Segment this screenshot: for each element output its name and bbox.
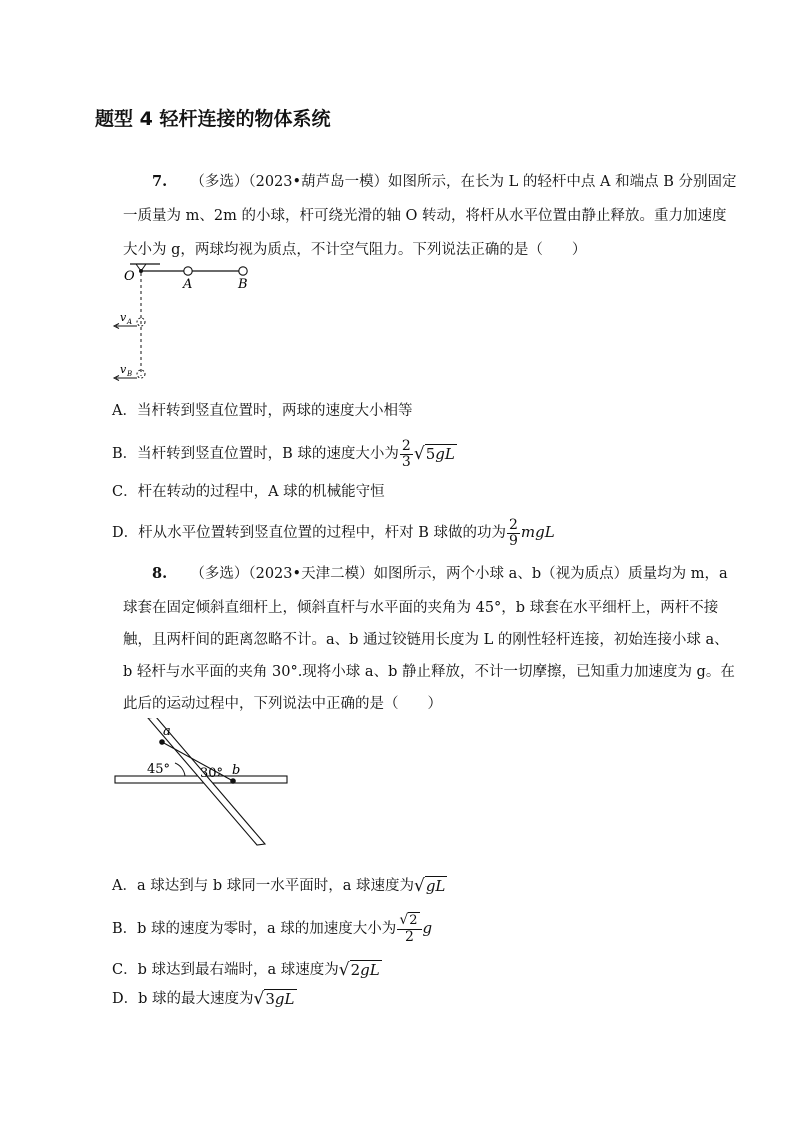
q8-option-d — [112, 986, 297, 1012]
q7-ball-B — [239, 267, 247, 275]
q8-figure — [112, 718, 292, 853]
q8-stem-line3: 触，且两杆间的距离忽略不计。a、b 通过铰链用长度为 L 的刚性轻杆连接，初始连接小球 a、 — [123, 632, 729, 648]
q7-option-a: A．当杆转到竖直位置时，两球的速度大小相等 — [112, 403, 413, 419]
q7-option-d-expr: mgL — [520, 523, 555, 541]
q7-option-b-fraction — [400, 439, 413, 470]
q8-option-a-text: A．a 球达到与 b 球同一水平面时，a 球速度为 — [112, 878, 414, 894]
q7-pivot-O — [139, 269, 143, 273]
q7-option-d-text: D．杆从水平位置转到竖直位置的过程中，杆对 B 球做的功为 — [112, 525, 506, 541]
q8-option-c-rad-num: 2 — [350, 961, 361, 979]
section-title: 题型 4 轻杆连接的物体系统 — [95, 108, 331, 130]
q8-option-b-var: g — [422, 919, 433, 937]
q7-stem-line3: 大小为 g，两球均视为质点，不计空气阻力。下列说法正确的是（ ） — [123, 242, 587, 258]
q7-ball-A — [184, 267, 192, 275]
q7-label-O: O — [124, 269, 135, 284]
q7-stem-line2: 一质量为 m、2m 的小球，杆可绕光滑的轴 O 转动，将杆从水平位置由静止释放。重力加速度 — [123, 208, 727, 224]
q7-label-A: A — [183, 277, 193, 292]
q8-stem-line2: 球套在固定倾斜直细杆上，倾斜直杆与水平面的夹角为 45°，b 球套在水平细杆上，两杆不接 — [123, 600, 719, 616]
q8-option-d-sqrt: √3gL — [253, 989, 295, 1009]
q7-label-vA: v — [120, 311, 127, 324]
q7-figure — [110, 258, 280, 388]
q8-angle-45-arc — [175, 763, 185, 776]
q7-label-vA-sub: A — [127, 318, 133, 326]
q8-option-b-den: 2 — [404, 928, 414, 945]
q7-number: 7. — [152, 173, 168, 190]
q8-first-line — [152, 564, 728, 584]
q8-option-d-text: D．b 球的最大速度为 — [112, 991, 254, 1007]
q7-label-B: B — [238, 277, 248, 292]
q8-option-b-num: √2 — [397, 913, 421, 930]
q7-option-b-rad-var: gL — [435, 445, 455, 463]
q8-label-45: 45° — [147, 762, 171, 777]
q8-number: 8. — [152, 565, 168, 582]
q8-option-c-text: C．b 球达到最右端时，a 球速度为 — [112, 962, 339, 978]
q7-first-line — [152, 172, 736, 192]
q8-option-a — [112, 872, 447, 900]
q8-option-d-rad-var: gL — [274, 990, 295, 1008]
q8-option-c-rad-var: gL — [360, 961, 380, 979]
q8-option-b-fraction — [397, 913, 421, 945]
q8-ball-b — [230, 778, 236, 784]
q8-option-a-sqrt: √gL — [413, 876, 446, 896]
q7-option-d-den: 9 — [509, 532, 518, 549]
q8-option-c-sqrt: √2gL — [338, 960, 380, 980]
q7-stem-line1: （多选）（2023•葫芦岛一模）如图所示，在长为 L 的轻杆中点 A 和端点 B 分别固定 — [190, 174, 737, 190]
q8-option-b-text: B．b 球的速度为零时，a 球的加速度大小为 — [112, 921, 397, 937]
q7-option-b-sqrt: √5gL — [413, 444, 455, 464]
q8-stem-line5: 此后的运动过程中，下列说法中正确的是（ ） — [123, 696, 442, 712]
q7-option-b — [112, 436, 457, 472]
q7-option-d-fraction — [507, 518, 520, 549]
q8-stem-line4: b 轻杆与水平面的夹角 30°.现将小球 a、b 静止释放，不计一切摩擦，已知重力加速度为 g。在 — [123, 664, 735, 680]
q8-option-b-num-rad: 2 — [409, 913, 418, 929]
q8-option-b — [112, 908, 432, 949]
q7-option-b-den: 3 — [401, 453, 411, 470]
q8-option-c — [112, 957, 382, 983]
q8-label-30: 30° — [200, 766, 224, 781]
q7-option-b-rad: 5 — [425, 445, 436, 463]
q8-label-a: a — [163, 724, 171, 739]
q8-stem-line1: （多选）（2023•天津二模）如图所示，两个小球 a、b（视为质点）质量均为 m，a — [190, 566, 728, 582]
q8-option-d-rad-num: 3 — [265, 990, 275, 1008]
q7-option-d-num: 2 — [509, 516, 518, 533]
q7-option-b-num: 2 — [401, 437, 411, 454]
q7-option-c: C．杆在转动的过程中，A 球的机械能守恒 — [112, 484, 385, 500]
q7-option-b-text: B．当杆转到竖直位置时，B 球的速度大小为 — [112, 446, 399, 462]
q7-label-vB-sub: B — [127, 370, 133, 378]
q7-option-d — [112, 514, 555, 551]
q8-label-b: b — [232, 763, 241, 778]
q8-option-a-rad: gL — [425, 877, 446, 895]
q7-label-vB: v — [120, 363, 127, 376]
q8-ball-a — [159, 739, 165, 745]
